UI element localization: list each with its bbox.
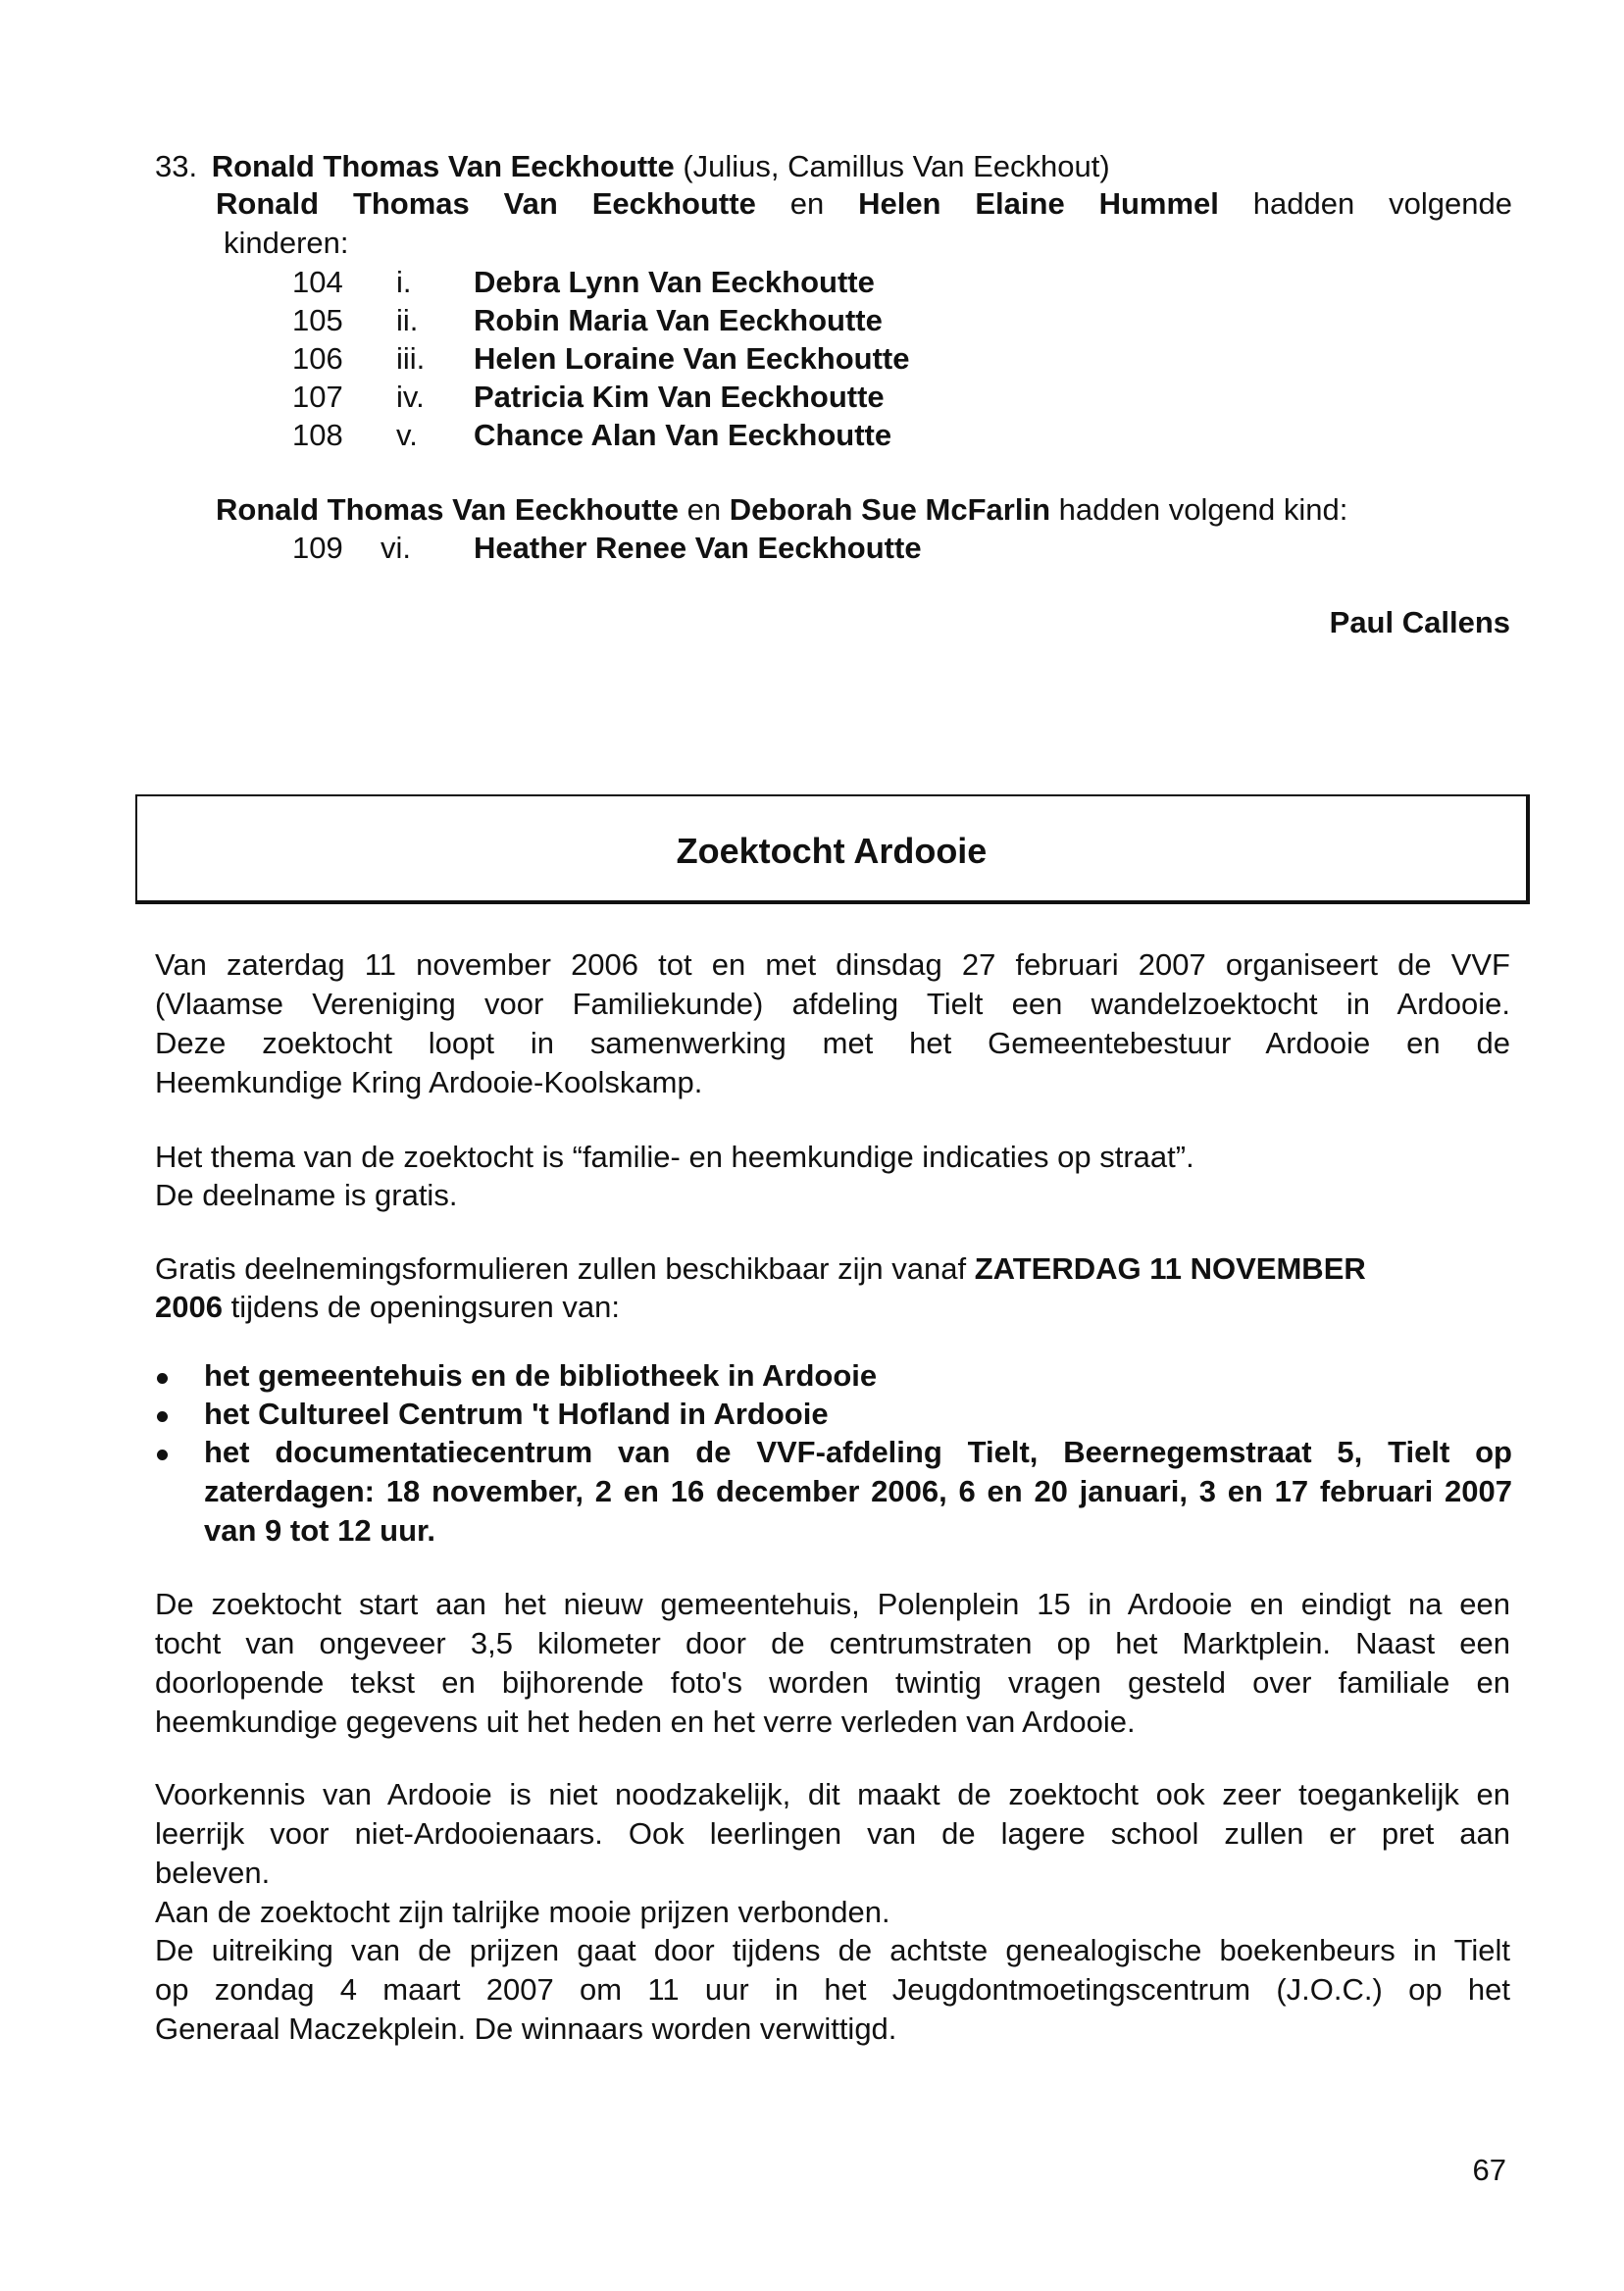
forms-line-2	[155, 1288, 620, 1327]
child-roman: iii.	[396, 341, 426, 376]
child-number: 104	[292, 265, 343, 299]
bullet-icon	[157, 1411, 168, 1422]
entry-lineage: (Julius, Camillus Van Eeckhout)	[683, 149, 1110, 183]
paragraph-line: op zondag 4 maart 2007 om 11 uur in het Jeugdontmoetingscentrum (J.O.C.) op het	[155, 1972, 1510, 2007]
family2-parent1: Ronald Thomas Van Eeckhoutte	[216, 492, 679, 527]
child-number: 105	[292, 303, 343, 337]
paragraph-line: leerrijk voor niet-Ardooienaars. Ook leerlingen van de lagere school zullen er pret aan	[155, 1816, 1510, 1851]
child-roman: iv.	[396, 380, 425, 414]
child-name: Chance Alan Van Eeckhoutte	[474, 418, 892, 452]
paragraph-line: doorlopende tekst en bijhorende foto's worden twintig vragen gesteld over familiale en	[155, 1665, 1510, 1700]
paragraph-line: Voorkennis van Ardooie is niet noodzakelijk, dit maakt de zoektocht ook zeer toegankelijk en	[155, 1777, 1510, 1811]
child-roman: v.	[396, 418, 418, 452]
family1-and: en	[789, 186, 825, 221]
theme-line: Het thema van de zoektocht is “familie- en heemkundige indicaties op straat”.	[155, 1140, 1194, 1174]
forms-pre: Gratis deelnemingsformulieren zullen beschikbaar zijn vanaf	[155, 1251, 967, 1286]
paragraph-1	[155, 945, 1510, 1102]
family2-and: en	[686, 492, 722, 527]
family2-parent2: Deborah Sue McFarlin	[729, 492, 1051, 527]
forms-line-1	[155, 1249, 1366, 1289]
bullet-icon	[157, 1450, 168, 1460]
child-roman: i.	[396, 265, 412, 299]
child-name: Heather Renee Van Eeckhoutte	[474, 531, 922, 565]
paragraph-line: tocht van ongeveer 3,5 kilometer door de centrumstraten op het Marktplein. Naast een	[155, 1626, 1510, 1660]
family2-text: hadden volgend kind:	[1058, 492, 1348, 527]
paragraph-line: (Vlaamse Vereniging voor Familiekunde) afdeling Tielt een wandelzoektocht in Ardooie.	[155, 987, 1510, 1021]
child-roman: vi.	[381, 531, 411, 565]
prizes-line: Aan de zoektocht zijn talrijke mooie prijzen verbonden.	[155, 1895, 890, 1929]
child-number: 109	[292, 531, 343, 565]
paragraph-line: Generaal Maczekplein. De winnaars worden verwittigd.	[155, 2011, 897, 2046]
child-number: 106	[292, 341, 343, 376]
child-name: Robin Maria Van Eeckhoutte	[474, 303, 883, 337]
child-name: Debra Lynn Van Eeckhoutte	[474, 265, 875, 299]
article-title: Zoektocht Ardooie	[676, 831, 988, 871]
paragraph-line: beleven.	[155, 1856, 271, 1890]
paragraph-line: Deze zoektocht loopt in samenwerking met het Gemeentebestuur Ardooie en de	[155, 1026, 1510, 1060]
entry-number: 33.	[155, 149, 198, 183]
free-entry-line: De deelname is gratis.	[155, 1178, 458, 1212]
family1-line	[216, 184, 1512, 224]
paragraph-4	[155, 1585, 1510, 1742]
list-item: het documentatiecentrum van de VVF-afdeling Tielt, Beernegemstraat 5, Tielt op zaterdagen: 18 november, 2 en 16 december 2006, 6 en 20 januari, 3 en 17 februari 2007 van 9 tot 12 uur.	[204, 1435, 1512, 1548]
family1-text: hadden volgende	[1252, 186, 1512, 221]
paragraph-line: De zoektocht start aan het nieuw gemeentehuis, Polenplein 15 in Ardooie en eindigt na een	[155, 1587, 1510, 1621]
forms-year: 2006	[155, 1290, 223, 1324]
entry-name: Ronald Thomas Van Eeckhoutte	[211, 149, 675, 183]
forms-post: tijdens de openingsuren van:	[230, 1290, 620, 1324]
paragraph-7	[155, 1931, 1510, 2049]
entry-header	[155, 147, 1110, 186]
paragraph-line: Van zaterdag 11 november 2006 tot en met dinsdag 27 februari 2007 organiseert de VVF	[155, 947, 1510, 982]
article-title-box	[135, 794, 1530, 904]
author-signature: Paul Callens	[1329, 605, 1510, 639]
child-name: Helen Loraine Van Eeckhoutte	[474, 341, 910, 376]
family1-parent2: Helen Elaine Hummel	[858, 186, 1219, 221]
paragraph-line: De uitreiking van de prijzen gaat door tijdens de achtste genealogische boekenbeurs in Tielt	[155, 1933, 1510, 1967]
paragraph-line: Heemkundige Kring Ardooie-Koolskamp.	[155, 1065, 703, 1099]
family1-text2: kinderen:	[224, 226, 349, 260]
paragraph-line: heemkundige gegevens uit het heden en het verre verleden van Ardooie.	[155, 1705, 1136, 1739]
list-item: het gemeentehuis en de bibliotheek in Ardooie	[204, 1358, 878, 1393]
forms-date: ZATERDAG 11 NOVEMBER	[974, 1251, 1366, 1286]
child-name: Patricia Kim Van Eeckhoutte	[474, 380, 885, 414]
child-roman: ii.	[396, 303, 419, 337]
page-number: 67	[1472, 2153, 1506, 2187]
child-number: 108	[292, 418, 343, 452]
family1-parent1: Ronald Thomas Van Eeckhoutte	[216, 186, 756, 221]
paragraph-5	[155, 1775, 1510, 1893]
list-item: het Cultureel Centrum 't Hofland in Ardooie	[204, 1397, 829, 1431]
bullet-icon	[157, 1373, 168, 1384]
child-number: 107	[292, 380, 343, 414]
family2-line	[216, 490, 1347, 530]
